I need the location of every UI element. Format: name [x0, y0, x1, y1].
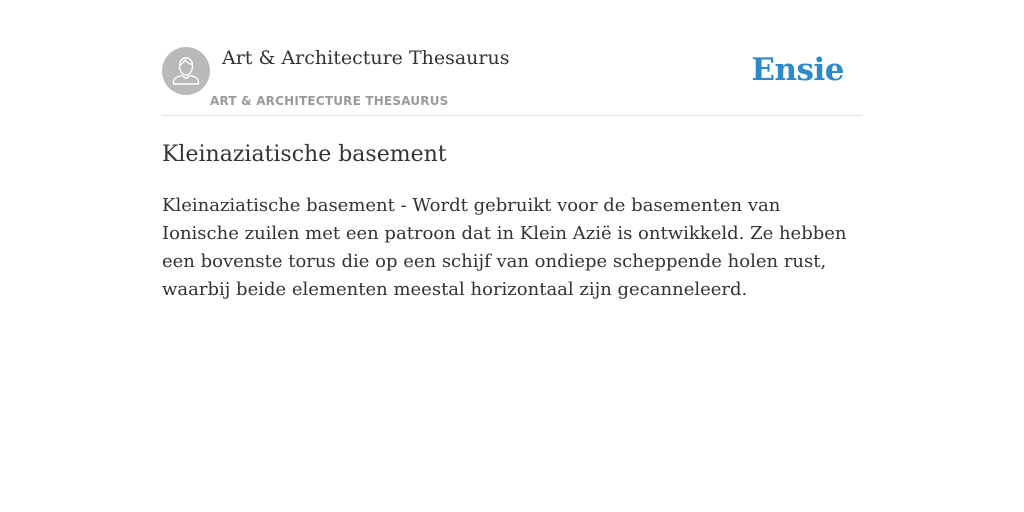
source-name[interactable]: Art & Architecture Thesaurus	[222, 47, 510, 69]
entry-page	[162, 0, 862, 512]
divider	[162, 115, 862, 116]
term-title: Kleinaziatische basement	[162, 142, 447, 167]
brand-logo[interactable]: Ensie	[751, 52, 844, 88]
user-silhouette-icon	[162, 47, 210, 95]
avatar[interactable]	[162, 47, 210, 95]
source-subtitle[interactable]: ART & ARCHITECTURE THESAURUS	[210, 94, 449, 108]
definition-text: Kleinaziatische basement - Wordt gebruikt voor de basementen van Ionische zuilen met een patroon dat in Klein Azië is ontwikkeld. Ze hebben een bovenste torus die op een schijf van ondiepe scheppende holen rust, waarbij beide elementen meestal horizontaal zijn gecanneleerd.	[162, 195, 847, 300]
